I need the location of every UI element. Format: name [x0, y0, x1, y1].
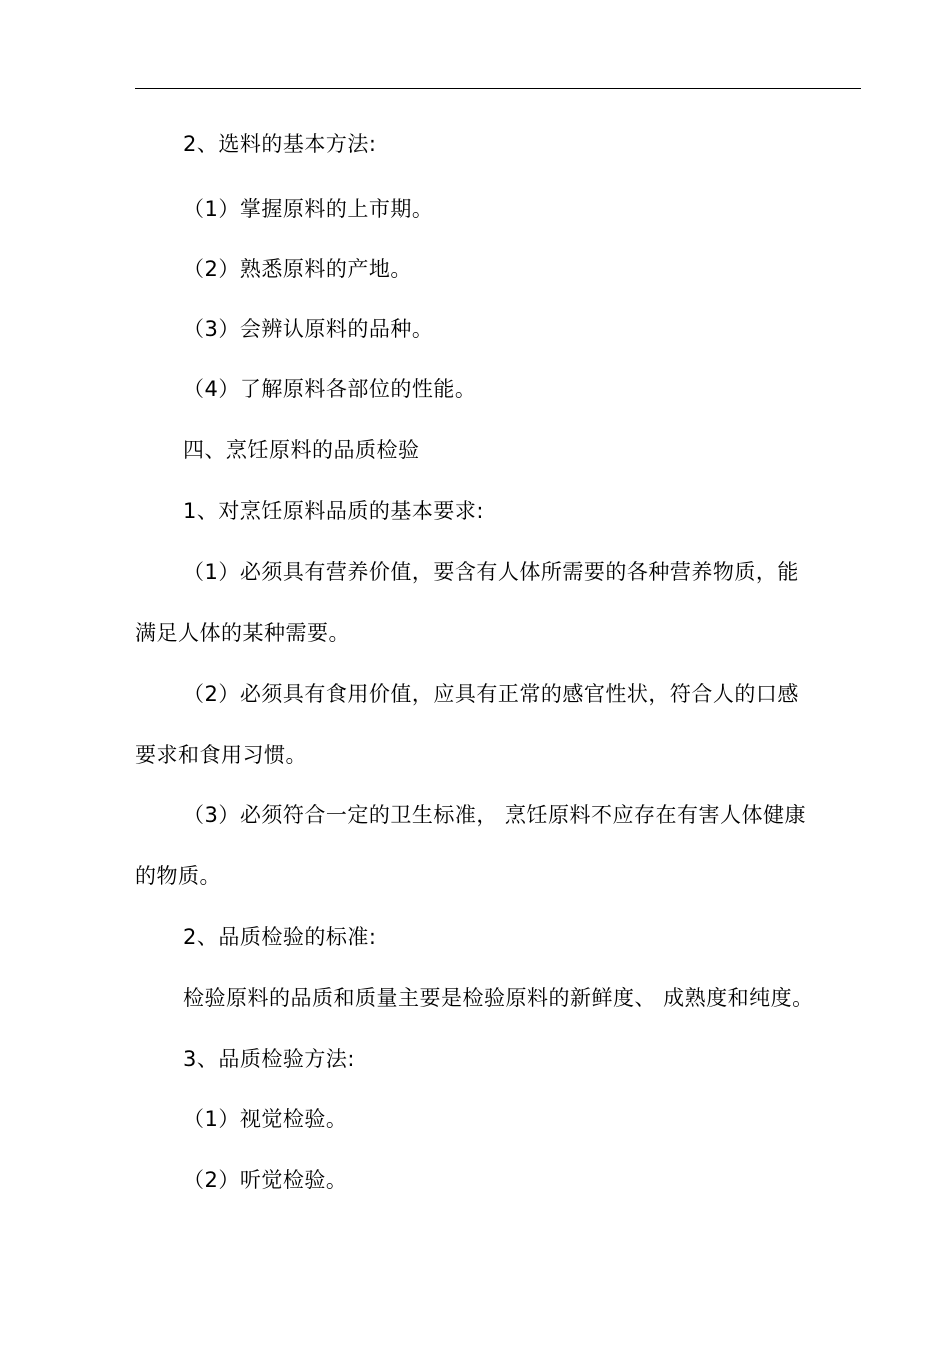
- text-line-15: 检验原料的品质和质量主要是检验原料的新鲜度、 成熟度和纯度。: [183, 986, 814, 1010]
- text-line-12: （3）必须符合一定的卫生标准， 烹饪原料不应存在有害人体健康: [183, 803, 807, 827]
- text-line-16: 3、品质检验方法:: [183, 1047, 355, 1071]
- text-line-13: 的物质。: [135, 864, 221, 888]
- text-line-1: 2、选料的基本方法:: [183, 132, 377, 156]
- text-line-8: （1）必须具有营养价值，要含有人体所需要的各种营养物质，能: [183, 560, 799, 584]
- text-line-11: 要求和食用习惯。: [135, 743, 307, 767]
- section-heading: 四、烹饪原料的品质检验: [183, 438, 420, 462]
- text-line-14: 2、品质检验的标准:: [183, 925, 377, 949]
- text-line-18: （2）听觉检验。: [183, 1168, 348, 1192]
- text-line-7: 1、对烹饪原料品质的基本要求:: [183, 499, 484, 523]
- text-line-2: （1）掌握原料的上市期。: [183, 197, 434, 221]
- text-line-10: （2）必须具有食用价值，应具有正常的感官性状，符合人的口感: [183, 682, 799, 706]
- text-line-5: （4）了解原料各部位的性能。: [183, 377, 477, 401]
- header-rule: [135, 88, 861, 89]
- text-line-9: 满足人体的某种需要。: [135, 621, 350, 645]
- text-line-3: （2）熟悉原料的产地。: [183, 257, 412, 281]
- text-line-4: （3）会辨认原料的品种。: [183, 317, 434, 341]
- text-line-17: （1）视觉检验。: [183, 1107, 348, 1131]
